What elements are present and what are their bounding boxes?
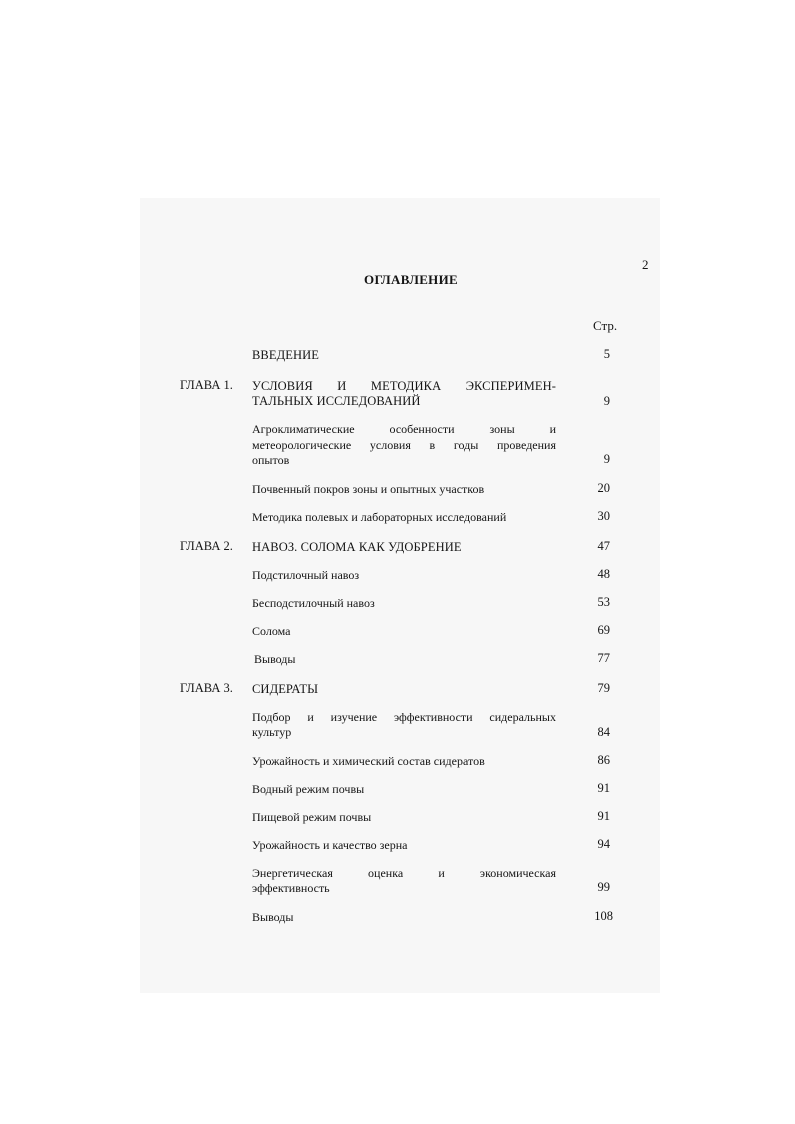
toc-entry-agroclimate-line3: опытов — [252, 453, 290, 467]
toc-page-nutrient-regime: 91 — [597, 809, 610, 823]
toc-page-yield-composition: 86 — [597, 753, 610, 767]
toc-entry-soil-cover: Почвенный покров зоны и опытных участков — [252, 482, 485, 496]
toc-page-conclusions-2: 77 — [597, 651, 610, 665]
toc-page-methodology: 30 — [597, 509, 610, 523]
page-column-label: Стр. — [593, 318, 618, 333]
toc-page-grain-quality: 94 — [597, 837, 610, 851]
chapter-2-page: 47 — [597, 539, 610, 553]
toc-entry-agroclimate-line1: Агроклиматические особенности зоны и — [252, 422, 556, 436]
toc-entry-litter-manure: Подстилочный навоз — [252, 568, 360, 582]
chapter-1-title-line1: УСЛОВИЯ И МЕТОДИКА ЭКСПЕРИМЕН- — [252, 379, 556, 393]
chapter-2-label: ГЛАВА 2. — [180, 539, 233, 553]
toc-entry-introduction: ВВЕДЕНИЕ — [252, 348, 319, 362]
chapter-1-page: 9 — [603, 394, 610, 408]
toc-page-water-regime: 91 — [597, 781, 610, 795]
toc-page-conclusions-3: 108 — [594, 909, 613, 923]
toc-page-selection: 84 — [597, 725, 610, 739]
chapter-1-title-line2: ТАЛЬНЫХ ИССЛЕДОВАНИЙ — [252, 394, 421, 408]
chapter-3-page: 79 — [597, 681, 610, 695]
chapter-1-label: ГЛАВА 1. — [180, 378, 233, 392]
toc-heading: ОГЛАВЛЕНИЕ — [364, 272, 458, 287]
toc-entry-energy-line1: Энергетическая оценка и экономическая — [252, 866, 556, 880]
page-number: 2 — [642, 257, 649, 272]
chapter-3-title: СИДЕРАТЫ — [252, 682, 319, 696]
toc-entry-nutrient-regime: Пищевой режим почвы — [252, 810, 372, 824]
toc-page-energy: 99 — [597, 880, 610, 894]
toc-entry-energy-line2: эффективность — [252, 881, 330, 895]
toc-entry-conclusions-2: Выводы — [254, 652, 296, 666]
toc-entry-straw: Солома — [252, 624, 291, 638]
toc-page-straw: 69 — [597, 623, 610, 637]
toc-entry-litterless-manure: Бесподстилочный навоз — [252, 596, 375, 610]
toc-page-litter-manure: 48 — [597, 567, 610, 581]
toc-entry-selection-line1: Подбор и изучение эффективности сидеральных — [252, 710, 556, 724]
toc-entry-methodology: Методика полевых и лабораторных исследований — [252, 510, 507, 524]
toc-page-agroclimate: 9 — [603, 452, 610, 466]
toc-entry-yield-composition: Урожайность и химический состав сидератов — [252, 754, 485, 768]
toc-page-soil-cover: 20 — [597, 481, 610, 495]
chapter-3-label: ГЛАВА 3. — [180, 681, 233, 695]
toc-entry-grain-quality: Урожайность и качество зерна — [252, 838, 408, 852]
toc-entry-conclusions-3: Выводы — [252, 910, 294, 924]
toc-entry-selection-line2: культур — [252, 725, 292, 739]
toc-page-introduction: 5 — [603, 347, 610, 361]
chapter-2-title: НАВОЗ. СОЛОМА КАК УДОБРЕНИЕ — [252, 540, 462, 554]
toc-entry-agroclimate-line2: метеорологические условия в годы проведения — [252, 438, 556, 452]
toc-entry-water-regime: Водный режим почвы — [252, 782, 365, 796]
toc-page-litterless-manure: 53 — [597, 595, 610, 609]
